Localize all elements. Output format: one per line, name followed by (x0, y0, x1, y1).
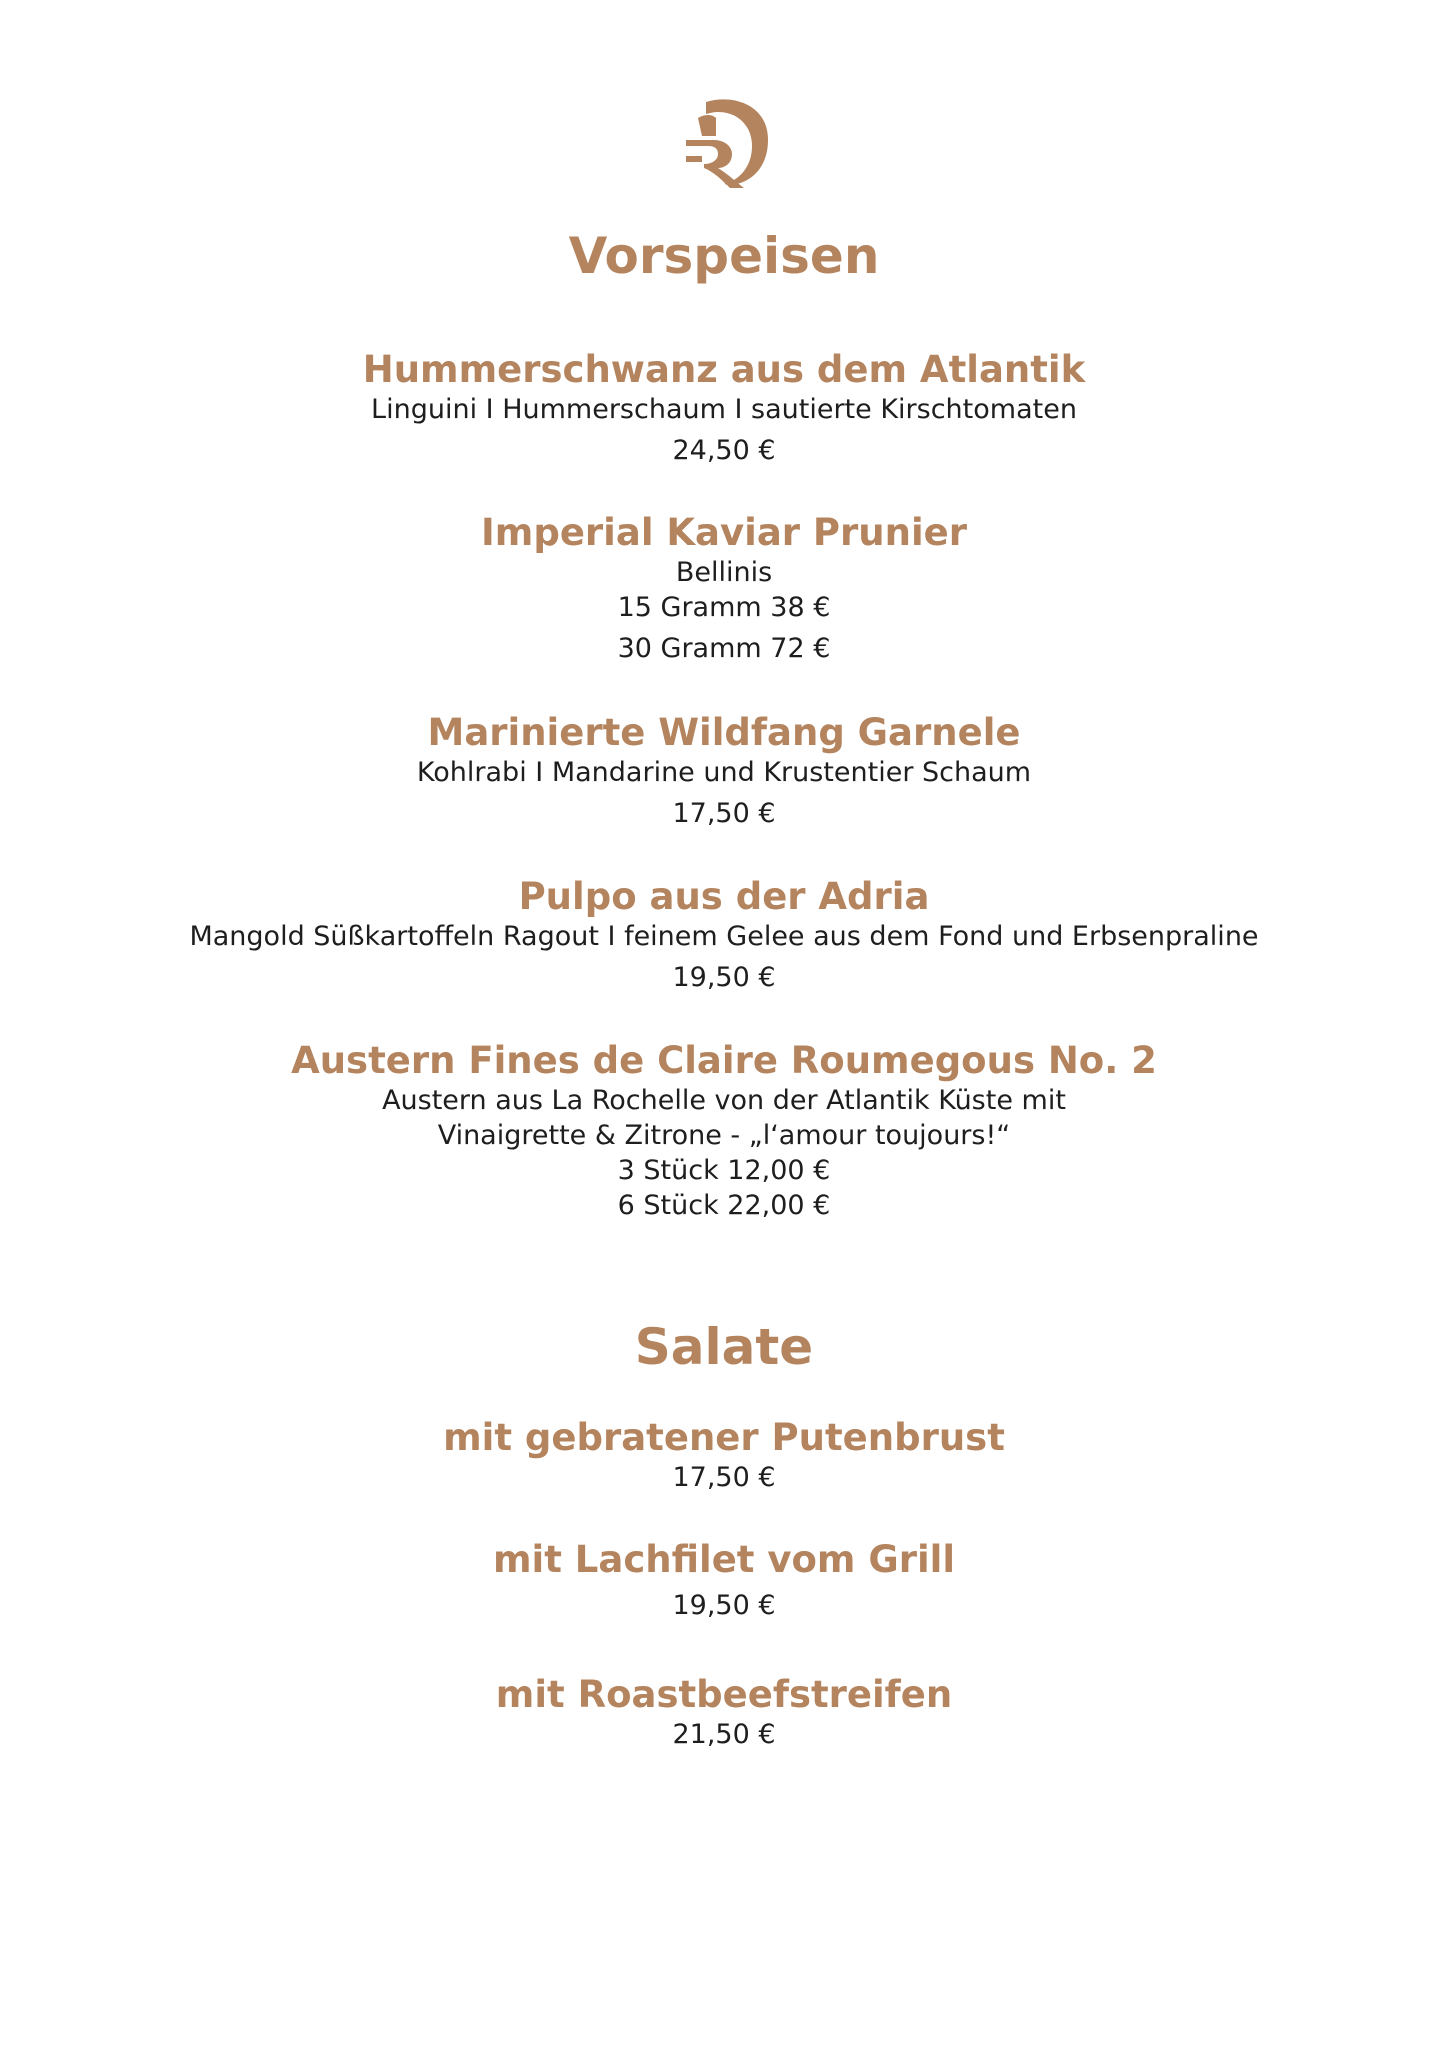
item-name: mit Lachfilet vom Grill (492, 1538, 956, 1581)
menu-item (0, 875, 1448, 995)
item-description: Vinaigrette & Zitrone - „l‘amour toujours!“ (437, 1120, 1011, 1151)
item-price: 30 Gramm 72 € (617, 633, 831, 664)
section-title-salate: Salate (634, 1318, 814, 1376)
item-description: Linguini I Hummerschaum I sautierte Kirschtomaten (371, 394, 1077, 425)
section-title-vorspeisen: Vorspeisen (568, 227, 880, 285)
item-price: 19,50 € (672, 962, 776, 993)
item-description: Bellinis (675, 557, 773, 588)
item-price: 6 Stück 22,00 € (617, 1190, 831, 1221)
item-description: Mangold Süßkartoffeln Ragout I feinem Gelee aus dem Fond und Erbsenpraline (189, 921, 1259, 952)
item-name: mit gebratener Putenbrust (443, 1416, 1005, 1459)
item-price: 15 Gramm 38 € (617, 592, 831, 623)
menu-item (0, 711, 1448, 831)
item-name: Imperial Kaviar Prunier (481, 511, 967, 554)
menu-item (0, 1673, 1448, 1752)
item-name: Austern Fines de Claire Roumegous No. 2 (291, 1039, 1157, 1082)
menu-item (0, 1039, 1448, 1223)
menu-item (0, 511, 1448, 666)
item-description: Austern aus La Rochelle von der Atlantik Küste mit (382, 1085, 1066, 1116)
item-name: Pulpo aus der Adria (518, 875, 930, 918)
item-price: 17,50 € (672, 1462, 776, 1493)
item-name: Hummerschwanz aus dem Atlantik (362, 348, 1086, 391)
item-price: 17,50 € (672, 798, 776, 829)
r-monogram-logo-icon (684, 96, 772, 188)
item-price: 21,50 € (672, 1719, 776, 1750)
item-price: 3 Stück 12,00 € (617, 1155, 831, 1186)
item-description: Kohlrabi I Mandarine und Krustentier Schaum (416, 757, 1032, 788)
item-price: 19,50 € (672, 1590, 776, 1621)
item-price: 24,50 € (672, 435, 776, 466)
item-name: mit Roastbeefstreifen (495, 1673, 953, 1716)
item-name: Marinierte Wildfang Garnele (427, 711, 1021, 754)
menu-item (0, 348, 1448, 468)
menu-item (0, 1538, 1448, 1623)
menu-item (0, 1416, 1448, 1495)
